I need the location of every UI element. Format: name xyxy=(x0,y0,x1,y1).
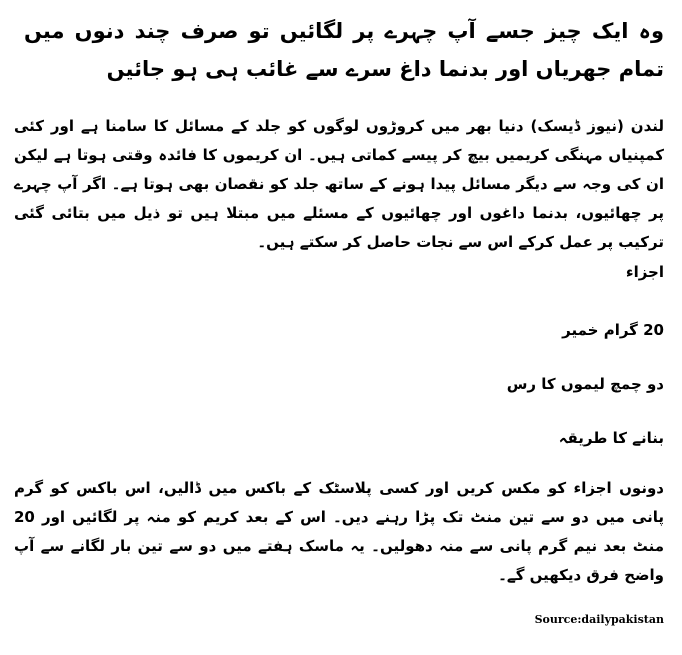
method-paragraph: دونوں اجزاء کو مکس کریں اور کسی پلاسٹک کے باکس میں ڈالیں، اس باکس کو گرم پانی میں دو سے تین منٹ تک پڑا رہنے دیں۔ اس کے بعد کریم کو منہ پر لگائیں اور 20 منٹ بعد نیم گرم پانی سے منہ دھولیں۔ یہ ماسک ہفتے میں دو سے تین بار لگانے سے آپ واضح فرق دیکھیں گے۔ xyxy=(14,479,664,584)
ingredient-item: 20 گرام خمیر xyxy=(562,321,664,339)
method-heading: بنانے کا طریقہ xyxy=(558,429,664,447)
source-credit: Source:dailypakistan xyxy=(534,613,664,626)
ingredients-heading: اجزاء xyxy=(625,263,664,281)
intro-paragraph: لندن (نیوز ڈیسک) دنیا بھر میں کروڑوں لوگوں کو جلد کے مسائل کا سامنا ہے اور کئی کمپنیاں مہنگی کریمیں بیچ کر پیسے کماتی ہیں۔ ان کریموں کا فائدہ وقتی ہوتا ہے لیکن ان کی وجہ سے دیگر مسائل پیدا ہونے کے ساتھ جلد کو نقصان بھی ہوتا ہے۔ اگر آپ چہرے پر چھائیوں، بدنما داغوں اور چھائیوں کے مسئلے میں مبتلا ہیں تو ذیل میں بتائی گئی ترکیب پر عمل کرکے اس سے نجات حاصل کر سکتے ہیں۔ xyxy=(14,117,664,251)
ingredient-item: دو چمچ لیموں کا رس xyxy=(506,375,664,393)
article-title: وہ ایک چیز جسے آپ چہرے پر لگائیں تو صرف چند دنوں میں تمام جھریاں اور بدنما داغ سرے سے غائب ہی ہو جائیں xyxy=(24,19,664,81)
